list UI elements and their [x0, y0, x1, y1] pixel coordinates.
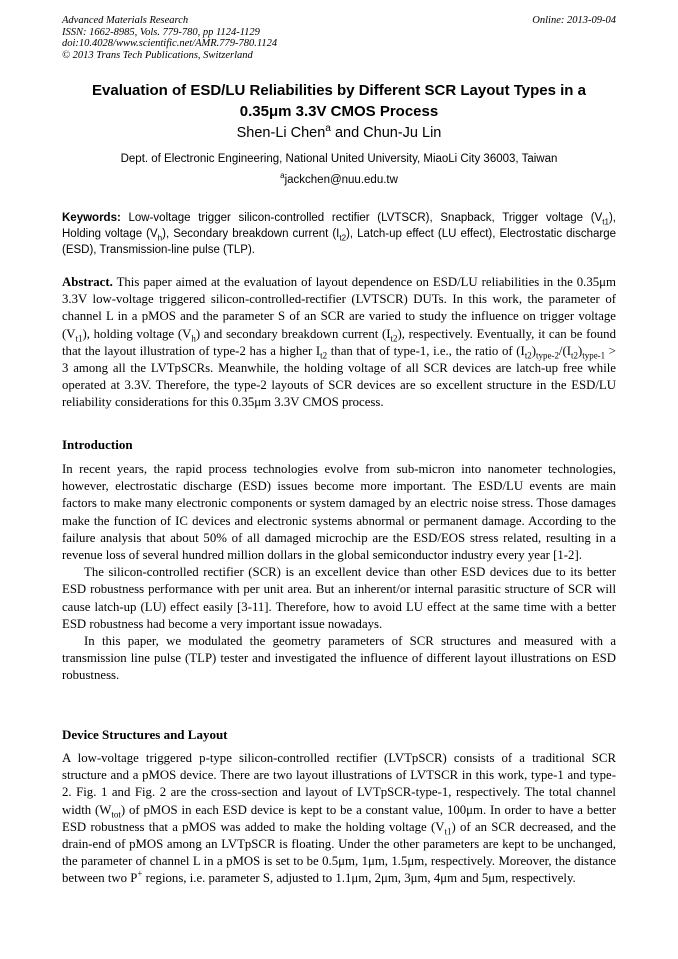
device-structures-body	[62, 750, 616, 888]
section-heading-device-structures: Device Structures and Layout	[62, 727, 228, 742]
abstract-text: )	[577, 343, 583, 358]
email-address: jackchen@nuu.edu.tw	[284, 174, 398, 186]
device-text: A low-voltage triggered p-type silicon-controlled rectifier (LVTpSCR) consists of a traditional SCR structure and a pMOS device. There are two layout illustrations of LVTSCR in this work, type-1 and type-2. Fig. 1 and Fig. 2 are the cross-section and layout of LVTpSCR-type-1, respectively. The total channel width (W	[62, 751, 616, 817]
keywords-label: Keywords:	[62, 212, 121, 224]
keywords-sub: h	[157, 233, 163, 243]
abstract-text: ), holding voltage (V	[82, 326, 192, 341]
issn-line: ISSN: 1662-8985, Vols. 779-780, pp 1124-1129	[62, 26, 260, 38]
paper-title	[62, 80, 616, 122]
authors	[62, 125, 616, 141]
device-sup: +	[137, 869, 143, 880]
email-sup: a	[280, 171, 285, 181]
author-2: and Chun-Ju Lin	[330, 125, 442, 141]
abstract-sub: t2	[390, 333, 398, 344]
keywords-text: Low-voltage trigger silicon-controlled rectifier (LVTSCR), Snapback, Trigger voltage (V	[120, 212, 603, 224]
device-text: ) of an SCR decreased, and the drain-end of pMOS among an LVTpSCR is floating. Under the other parameters are kept to be unchanged, the parameter of channel L in a pMOS is set to be 0.5μm, 1μm, 1.5μm, respectively. Moreover, the distance between two P	[62, 819, 616, 886]
abstract	[62, 274, 616, 412]
abstract-sub: t2	[320, 350, 328, 361]
keywords-text: ), Holding voltage (V	[62, 212, 616, 240]
abstract-text: )	[531, 343, 537, 358]
abstract-sub: t2	[524, 350, 532, 361]
intro-paragraph-3: In this paper, we modulated the geometry parameters of SCR structures and measured with a transmission line pulse (TLP) tester and investigated the influence of different layout illustrations on ESD robustness.	[62, 634, 616, 683]
keywords-text: ), Latch-up effect (LU effect), Electrostatic discharge (ESD), Transmission-line pulse (TLP).	[62, 228, 616, 256]
abstract-text: ), respectively. Eventually, it can be found that the layout illustration of type-2 has a higher I	[62, 326, 616, 358]
abstract-sub: h	[191, 333, 196, 344]
title-line-1: Evaluation of ESD/LU Reliabilities by Different SCR Layout Types in a	[92, 82, 586, 99]
doi-line: doi:10.4028/www.scientific.net/AMR.779-780.1124	[62, 38, 278, 49]
keywords-text: ), Secondary breakdown current (I	[162, 228, 340, 240]
abstract-text: This paper aimed at the evaluation of layout dependence on ESD/LU reliabilities in the 0.35μm 3.3V low-voltage triggered silicon-controlled-rectifier (LVTSCR) DUTs. In this work, the parameter of channel L in a pMOS and the parameter S of an SCR are varied to study the influence on trigger voltage (V	[62, 275, 616, 341]
affiliation: Dept. of Electronic Engineering, National United University, MiaoLi City 36003, Taiwan	[120, 153, 558, 165]
journal-header	[62, 15, 616, 61]
intro-paragraph-1: In recent years, the rapid process technologies evolve from sub-micron into nanometer technologies, however, electrostatic discharge (ESD) issues become more important. The ESD/LU events are main factors to make many electronic components or system damaged by an electric noise stress. Those damages make the function of IC devices and electronic systems abnormal or permanent damage. According to the failure analysis that about 50% of all damaged microchip are the ESD/EOS stress related, resulting in a revenue loss of several hundred million dollars in the global semiconductor industry every year [1-2].	[62, 462, 616, 563]
keywords	[62, 210, 616, 258]
abstract-text: ) and secondary breakdown current (I	[195, 326, 391, 341]
abstract-sub: t2	[571, 350, 578, 361]
keywords-sub: t1	[602, 217, 609, 227]
abstract-sub: type-1	[582, 350, 606, 361]
device-sub: t1	[444, 826, 452, 837]
title-line-2: 0.35μm 3.3V CMOS Process	[239, 103, 439, 120]
email-line	[62, 171, 616, 186]
author-1: Shen-Li Chen	[236, 125, 326, 141]
keywords-sub: t2	[339, 233, 347, 243]
author-1-sup: a	[325, 123, 331, 135]
online-date: Online: 2013-09-04	[532, 15, 616, 26]
abstract-label: Abstract.	[62, 275, 113, 289]
abstract-sub: t1	[75, 333, 83, 344]
device-sub: tot	[111, 809, 121, 820]
device-text: ) of pMOS in each ESD device is kept to be a constant value, 100μm. In order to have a better ESD robustness that a pMOS was added to make the holding voltage (V	[62, 802, 616, 834]
abstract-text: > 3 among all the LVTpSCRs. Meanwhile, the holding voltage of all SCR devices are latch-up free while operated at 3.3V. Therefore, the type-2 layouts of SCR devices are so excellent structure in the ESD/LU reliability considerations for this 0.35μm 3.3V CMOS process.	[62, 343, 616, 410]
introduction-body	[62, 461, 616, 685]
abstract-text: /(I	[558, 343, 572, 358]
journal-name: Advanced Materials Research	[62, 15, 189, 26]
abstract-text: than that of type-1, i.e., the ratio of (I	[327, 343, 525, 358]
copyright-line: © 2013 Trans Tech Publications, Switzerland	[62, 49, 253, 61]
abstract-sub: type-2	[536, 350, 559, 361]
intro-paragraph-2: The silicon-controlled rectifier (SCR) is an excellent device than other ESD devices due to its better ESD robustness performance with per unit area. But an inherent/or internal parasitic structure of SCR will cause latch-up (LU) effect easily [3-11]. Therefore, how to avoid LU effect at the same time with a better ESD robustness had become a very important issue nowadays.	[62, 565, 616, 631]
device-text: regions, i.e. parameter S, adjusted to 1.1μm, 2μm, 3μm, 4μm and 5μm, respectively.	[142, 871, 576, 886]
section-heading-introduction: Introduction	[62, 437, 133, 452]
